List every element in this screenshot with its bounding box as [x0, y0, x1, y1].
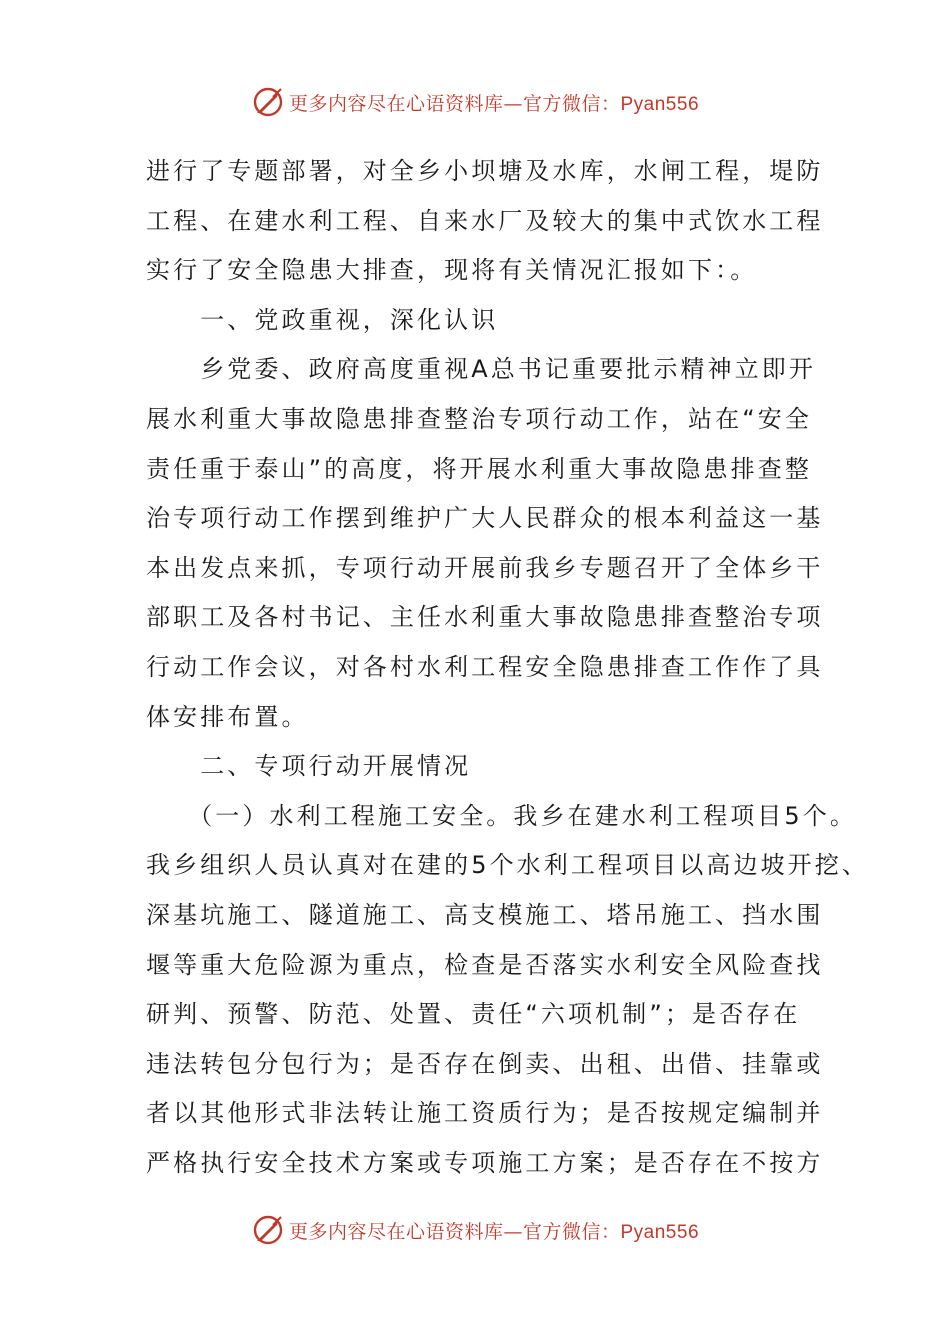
text-line: 实行了安全隐患大排查，现将有关情况汇报如下：。	[146, 256, 758, 285]
document-body	[146, 147, 869, 1188]
text-line: 深基坑施工、隧道施工、高支模施工、塔吊施工、挡水围	[146, 900, 824, 929]
section-heading: 一、党政重视，深化认识	[146, 305, 499, 334]
section-heading: 二、专项行动开展情况	[146, 752, 472, 781]
text-line: 责任重于泰山”的高度，将开展水利重大事故隐患排查整	[146, 454, 812, 483]
watermark-text: 更多内容尽在心语资料库—官方微信：Pyan556	[288, 92, 700, 115]
text-line: （一）水利工程施工安全。我乡在建水利工程项目5个。	[146, 801, 857, 830]
text-line: 部职工及各村书记、主任水利重大事故隐患排查整治专项	[146, 603, 824, 632]
text-line: 展水利重大事故隐患排查整治专项行动工作，站在“安全	[146, 404, 812, 433]
text-line: 严格执行安全技术方案或专项施工方案；是否存在不按方	[146, 1148, 824, 1177]
watermark-banner-top	[0, 82, 950, 122]
text-line: 研判、预警、防范、处置、责任“六项机制”；是否存在	[146, 1000, 801, 1029]
pen-logo-icon	[251, 85, 285, 119]
watermark-text: 更多内容尽在心语资料库—官方微信：Pyan556	[288, 1220, 700, 1243]
text-line: 堰等重大危险源为重点，检查是否落实水利安全风险查找	[146, 950, 824, 979]
text-line: 本出发点来抓，专项行动开展前我乡专题召开了全体乡干	[146, 553, 824, 582]
text-line: 者以其他形式非法转让施工资质行为；是否按规定编制并	[146, 1099, 824, 1128]
text-line: 进行了专题部署，对全乡小坝塘及水库，水闸工程，堤防	[146, 157, 824, 185]
text-line: 乡党委、政府高度重视A总书记重要批示精神立即开	[146, 355, 816, 384]
text-line: 违法转包分包行为；是否存在倒卖、出租、出借、挂靠或	[146, 1049, 824, 1078]
watermark-banner-bottom	[0, 1210, 950, 1250]
text-line: 我乡组织人员认真对在建的5个水利工程项目以高边坡开挖、	[146, 851, 869, 880]
text-line: 体安排布置。	[146, 702, 309, 731]
text-line: 治专项行动工作摆到维护广大人民群众的根本利益这一基	[146, 504, 824, 533]
text-line: 工程、在建水利工程、自来水厂及较大的集中式饮水工程	[146, 206, 824, 235]
pen-logo-icon	[251, 1213, 285, 1247]
text-line: 行动工作会议，对各村水利工程安全隐患排查工作作了具	[146, 652, 824, 681]
